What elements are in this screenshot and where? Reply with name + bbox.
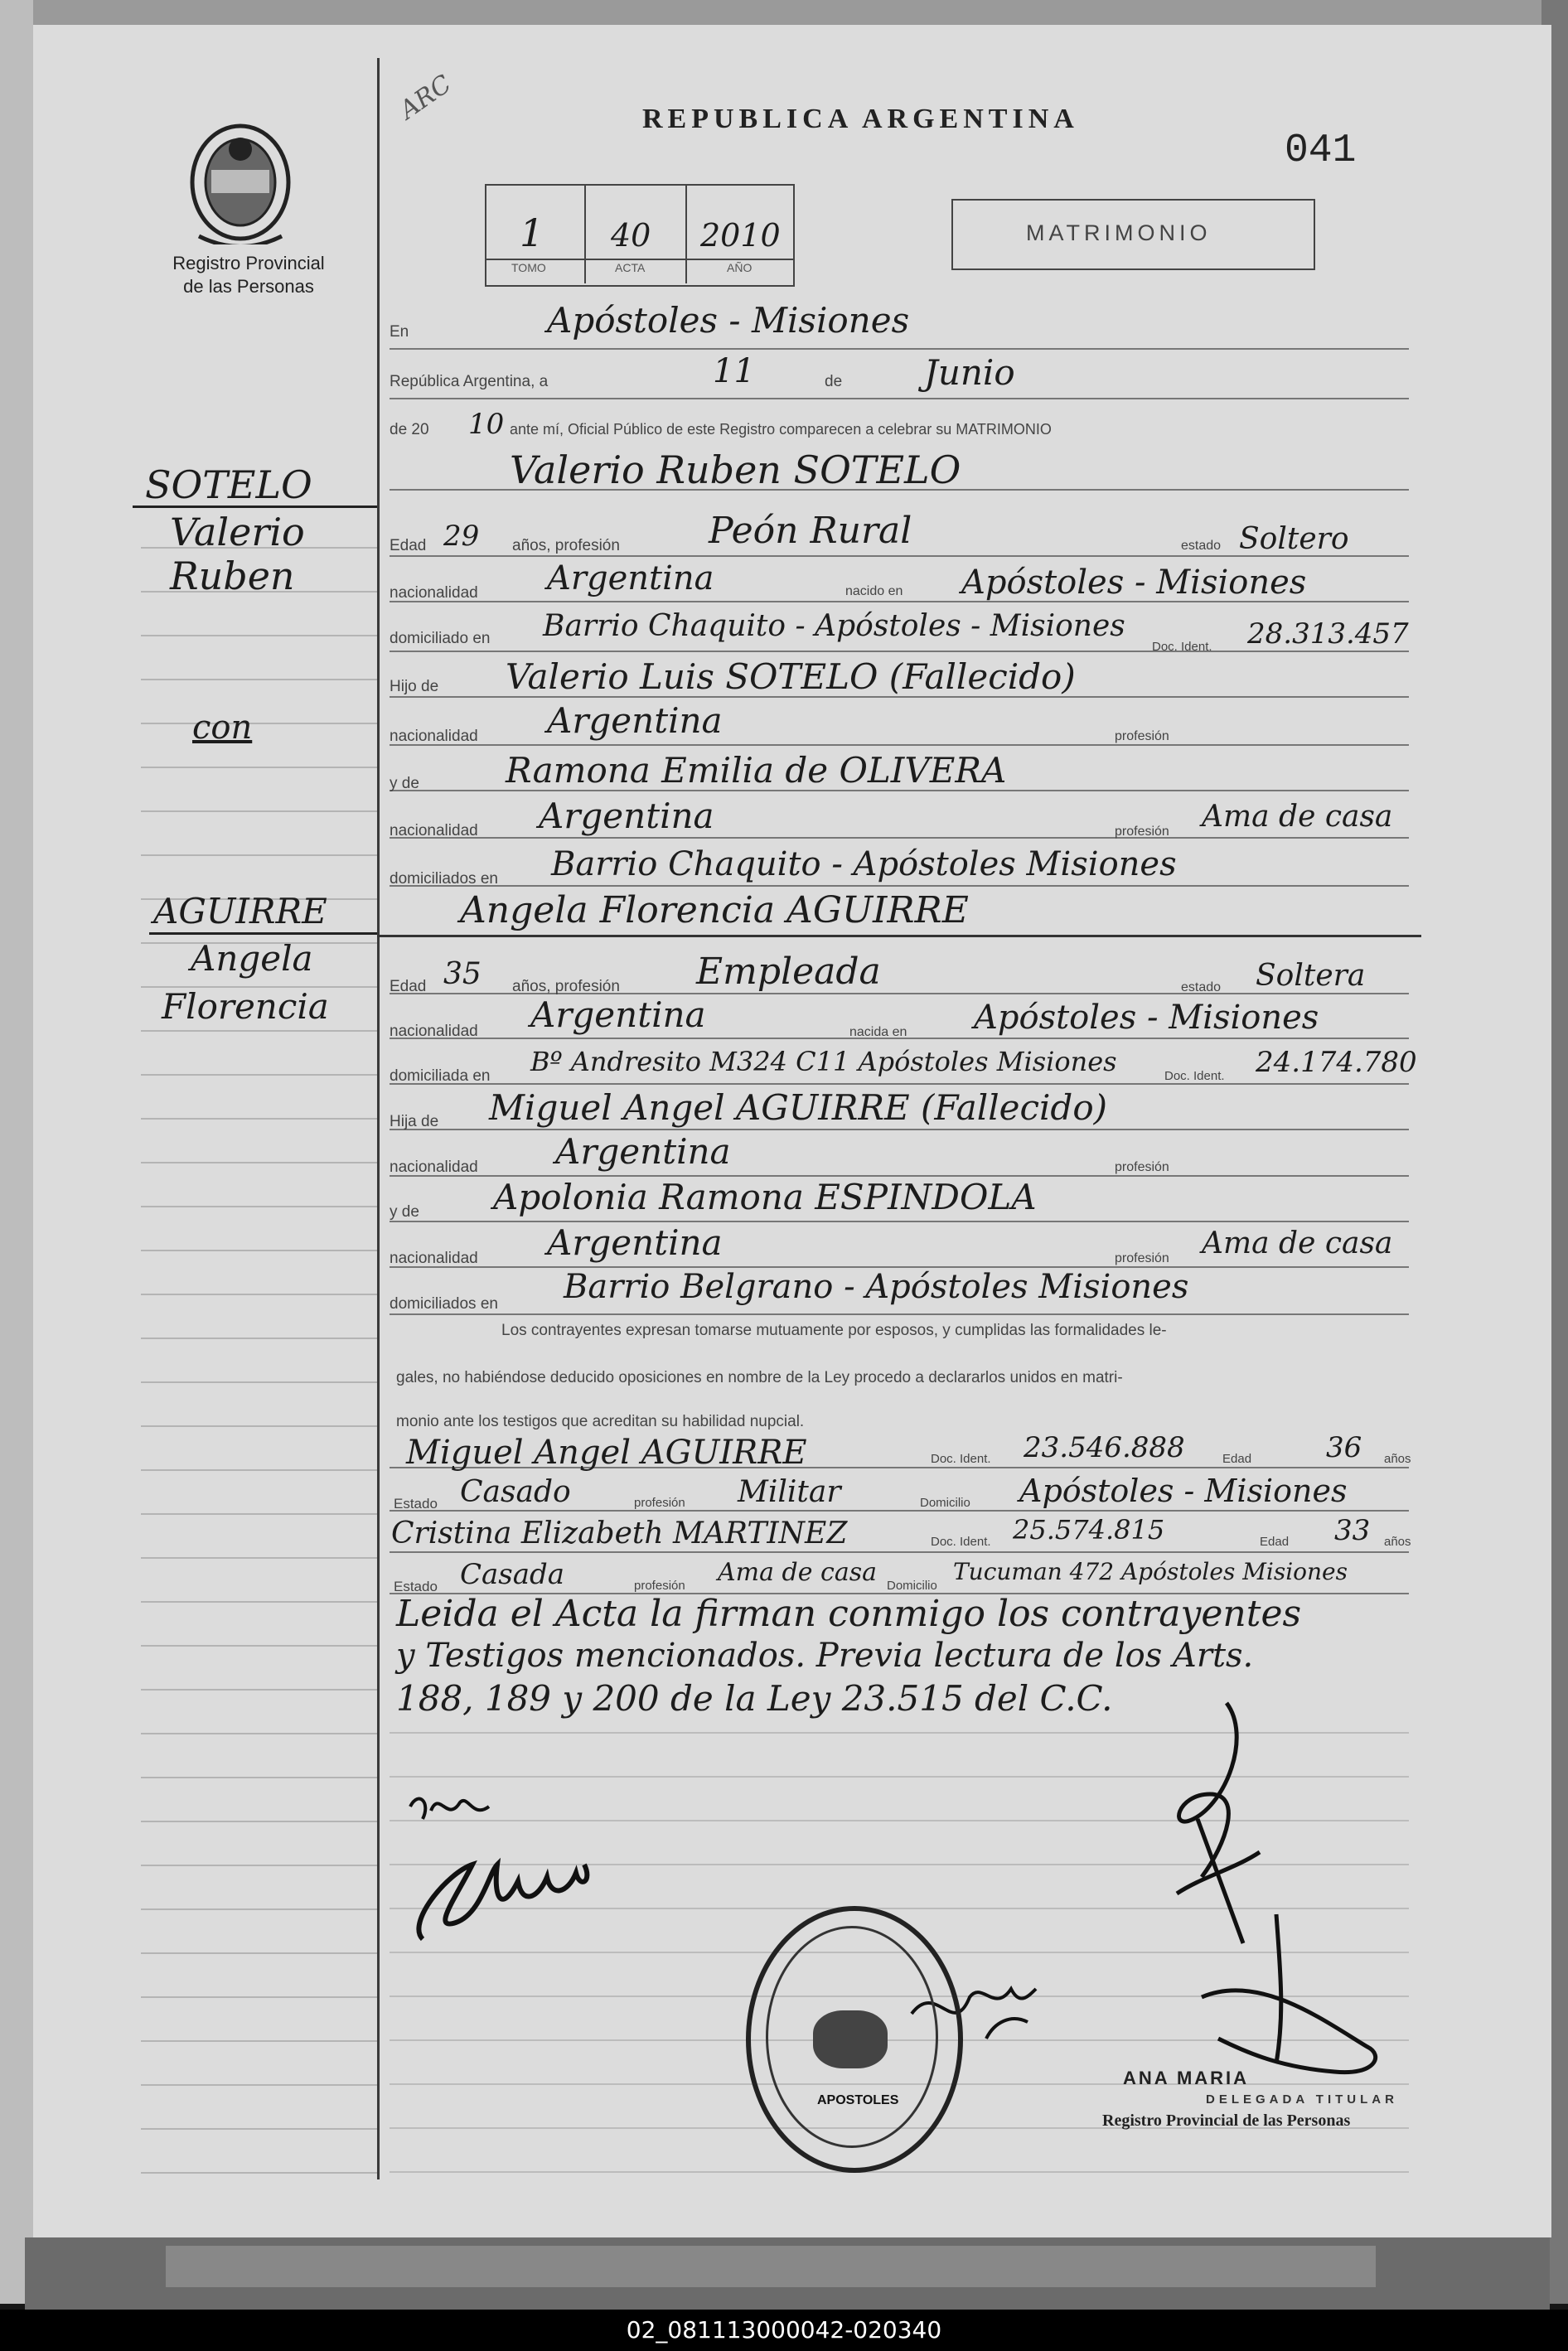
republica-label: República Argentina, a bbox=[390, 373, 549, 390]
groom-age: 29 bbox=[443, 520, 480, 553]
bride-age: 35 bbox=[443, 957, 482, 991]
margin-groom-given2: Ruben bbox=[170, 554, 295, 598]
witness2-doc-label: Doc. Ident. bbox=[931, 1535, 991, 1549]
witness2-address: Tucuman 472 Apóstoles Misiones bbox=[953, 1558, 1348, 1585]
groom-full-name: Valerio Ruben SOTELO bbox=[510, 447, 961, 492]
bride-mother-nationality: Argentina bbox=[547, 1222, 723, 1263]
groom-hijo-label: Hijo de bbox=[390, 678, 439, 695]
registry-name-line2: de las Personas bbox=[183, 276, 314, 297]
witness2-status: Casada bbox=[460, 1558, 565, 1591]
groom-address: Barrio Chaquito - Apóstoles - Misiones bbox=[543, 609, 1125, 643]
witness2-name: Cristina Elizabeth MARTINEZ bbox=[391, 1517, 848, 1550]
ruled-line bbox=[390, 2171, 1409, 2173]
official-seal bbox=[746, 1906, 963, 2173]
ruled-line bbox=[141, 1250, 377, 1251]
bride-father-prof-label: profesión bbox=[1115, 1160, 1169, 1174]
groom-mother-prof-label: profesión bbox=[1115, 825, 1169, 839]
witness1-profession: Militar bbox=[738, 1475, 841, 1509]
image-code: 02_081113000042-020340 bbox=[0, 2310, 1568, 2351]
ruled-line bbox=[141, 1469, 377, 1471]
place: Apóstoles - Misiones bbox=[547, 300, 910, 341]
bride-mother: Apolonia Ramona ESPINDOLA bbox=[493, 1177, 1037, 1217]
ruled-line bbox=[141, 1908, 377, 1910]
de-label: de bbox=[825, 373, 843, 390]
bride-nationality: Argentina bbox=[530, 994, 706, 1035]
ruled-line bbox=[141, 723, 377, 724]
bride-profesion-label: años, profesión bbox=[512, 978, 620, 995]
margin-groom-surname: SOTELO bbox=[145, 462, 312, 507]
witness1-domicilio-label: Domicilio bbox=[920, 1496, 970, 1510]
witness2-profession: Ama de casa bbox=[718, 1558, 877, 1587]
witness1-name: Miguel Angel AGUIRRE bbox=[406, 1434, 807, 1472]
ruled-line bbox=[141, 1513, 377, 1515]
groom-father-nationality: Argentina bbox=[547, 700, 723, 741]
groom-nationality: Argentina bbox=[547, 559, 714, 597]
bride-domiciliados-label: domiciliados en bbox=[390, 1295, 498, 1313]
witness1-profesion-label: profesión bbox=[634, 1496, 685, 1510]
ruled-line bbox=[141, 1557, 377, 1559]
bride-domiciliada-label: domiciliada en bbox=[390, 1067, 491, 1085]
bride-nacionalidad-label: nacionalidad bbox=[390, 1023, 478, 1040]
margin-connector: con bbox=[192, 709, 253, 747]
ruled-line bbox=[141, 1381, 377, 1383]
ruled-line bbox=[390, 1083, 1409, 1085]
bride-doc-label: Doc. Ident. bbox=[1164, 1069, 1225, 1083]
section-divider bbox=[377, 935, 1421, 937]
groom-father: Valerio Luis SOTELO (Fallecido) bbox=[506, 656, 1076, 697]
ruled-line bbox=[390, 744, 1409, 746]
witness1-age: 36 bbox=[1326, 1431, 1362, 1464]
ruled-line bbox=[141, 1996, 377, 1998]
official-name: ANA MARIA bbox=[1123, 2068, 1250, 2088]
document-type-box bbox=[951, 199, 1315, 270]
groom-estado-label: estado bbox=[1181, 539, 1222, 553]
ruled-line bbox=[141, 635, 377, 636]
seal-center-text: APOSTOLES bbox=[817, 2093, 899, 2107]
witness1-address: Apóstoles - Misiones bbox=[1019, 1473, 1348, 1509]
ruled-line bbox=[141, 1777, 377, 1778]
groom-mother-nac-label: nacionalidad bbox=[390, 822, 478, 839]
groom-domiciliados-label: domiciliados en bbox=[390, 870, 498, 888]
declaration-line2: gales, no habiéndose deducido oposiciones en nombre de la Ley procedo a declararlos unidos en matri- bbox=[396, 1369, 1123, 1386]
document-type: MATRIMONIO bbox=[1026, 220, 1212, 245]
year-suffix: 10 bbox=[468, 408, 505, 441]
ruled-line bbox=[390, 1551, 1409, 1553]
bride-nacida-label: nacida en bbox=[849, 1025, 907, 1039]
witness2-age: 33 bbox=[1334, 1514, 1371, 1547]
bride-mother-prof-label: profesión bbox=[1115, 1251, 1169, 1265]
bride-name-underline bbox=[149, 932, 377, 935]
bride-estado-label: estado bbox=[1181, 980, 1222, 994]
bride-doc-number: 24.174.780 bbox=[1256, 1046, 1417, 1079]
bride-father-nationality: Argentina bbox=[555, 1131, 731, 1172]
margin-groom-given1: Valerio bbox=[170, 510, 305, 554]
ano-label: AÑO bbox=[727, 261, 753, 274]
bride-father: Miguel Angel AGUIRRE (Fallecido) bbox=[489, 1087, 1107, 1128]
ruled-line bbox=[141, 1074, 377, 1076]
ruled-line bbox=[141, 1865, 377, 1866]
groom-father-prof-label: profesión bbox=[1115, 729, 1169, 743]
witness2-domicilio-label: Domicilio bbox=[887, 1579, 937, 1593]
ano-value: 2010 bbox=[700, 217, 781, 254]
groom-doc-label: Doc. Ident. bbox=[1152, 640, 1212, 654]
groom-parents-address: Barrio Chaquito - Apóstoles Misiones bbox=[551, 845, 1177, 883]
ruled-line bbox=[141, 1030, 377, 1032]
month: Junio bbox=[924, 352, 1015, 393]
ruled-line bbox=[141, 810, 377, 812]
ruled-line bbox=[390, 885, 1409, 887]
witness2-estado-label: Estado bbox=[394, 1579, 438, 1594]
witness2-edad-label: Edad bbox=[1260, 1535, 1290, 1549]
year-prefix: de 20 bbox=[390, 421, 429, 438]
ruled-line bbox=[141, 2128, 377, 2130]
ruled-line bbox=[141, 1118, 377, 1120]
bride-edad-label: Edad bbox=[390, 978, 427, 995]
groom-profesion-label: años, profesión bbox=[512, 537, 620, 554]
bride-civil-status: Soltera bbox=[1256, 959, 1366, 993]
witness2-doc: 25.574.815 bbox=[1013, 1514, 1165, 1546]
groom-father-nac-label: nacionalidad bbox=[390, 728, 478, 745]
ruled-line bbox=[141, 2040, 377, 2042]
volume-record-box bbox=[485, 184, 795, 287]
ruled-line bbox=[141, 2172, 377, 2174]
ruled-line bbox=[141, 1425, 377, 1427]
ruled-line bbox=[141, 1294, 377, 1295]
groom-signature bbox=[398, 1773, 613, 1964]
groom-yde-label: y de bbox=[390, 775, 419, 792]
witness1-anos-label: años bbox=[1384, 1452, 1411, 1466]
ante-text: ante mí, Oficial Público de este Registro comparecen a celebrar su MATRIMONIO bbox=[510, 421, 1052, 438]
bride-father-nac-label: nacionalidad bbox=[390, 1159, 478, 1176]
tomo-value: 1 bbox=[520, 210, 544, 255]
ruled-line bbox=[390, 1129, 1409, 1130]
groom-mother-profession: Ama de casa bbox=[1202, 800, 1393, 834]
margin-bride-given1: Angela bbox=[191, 938, 313, 979]
groom-mother: Ramona Emilia de OLIVERA bbox=[506, 750, 1007, 791]
ruled-line bbox=[141, 1338, 377, 1339]
ruled-line bbox=[141, 1821, 377, 1822]
coat-of-arms-icon bbox=[178, 112, 302, 244]
witness1-doc: 23.546.888 bbox=[1024, 1431, 1185, 1464]
country-title: REPUBLICA ARGENTINA bbox=[642, 104, 1079, 134]
witness2-profesion-label: profesión bbox=[634, 1579, 685, 1593]
bride-birthplace: Apóstoles - Misiones bbox=[974, 999, 1319, 1037]
ruled-line bbox=[141, 1645, 377, 1647]
acta-label: ACTA bbox=[615, 261, 646, 274]
witness2-anos-label: años bbox=[1384, 1535, 1411, 1549]
groom-nacionalidad-label: nacionalidad bbox=[390, 584, 478, 602]
declaration-line1: Los contrayentes expresan tomarse mutuamente por esposos, y cumplidas las formalidades le- bbox=[501, 1322, 1167, 1339]
bride-mother-nac-label: nacionalidad bbox=[390, 1250, 478, 1267]
groom-profession: Peón Rural bbox=[709, 510, 912, 552]
official-signature bbox=[1185, 1906, 1401, 2121]
margin-divider bbox=[377, 58, 380, 2179]
declaration-line3: monio ante los testigos que acreditan su habilidad nupcial. bbox=[396, 1413, 805, 1430]
registry-name-line1: Registro Provincial bbox=[172, 253, 325, 273]
bride-hija-label: Hija de bbox=[390, 1113, 439, 1130]
tomo-label: TOMO bbox=[511, 261, 546, 274]
ruled-line bbox=[390, 837, 1409, 839]
official-title: DELEGADA TITULAR bbox=[1206, 2092, 1398, 2107]
ruled-line bbox=[390, 651, 1409, 652]
bride-profession: Empleada bbox=[696, 951, 881, 993]
groom-civil-status: Soltero bbox=[1239, 522, 1349, 556]
ruled-line bbox=[141, 1952, 377, 1954]
margin-bride-given2: Florencia bbox=[162, 986, 329, 1027]
ruled-line bbox=[141, 679, 377, 680]
day: 11 bbox=[713, 352, 755, 390]
ruled-line bbox=[390, 1221, 1409, 1222]
ruled-line bbox=[390, 398, 1409, 399]
ruled-line bbox=[390, 1313, 1409, 1315]
en-label: En bbox=[390, 323, 409, 341]
groom-mother-nationality: Argentina bbox=[539, 796, 714, 836]
groom-edad-label: Edad bbox=[390, 537, 427, 554]
bride-parents-address: Barrio Belgrano - Apóstoles Misiones bbox=[564, 1268, 1189, 1306]
margin-initials: ARC bbox=[394, 69, 457, 126]
ruled-line bbox=[141, 1206, 377, 1207]
witness1-status: Casado bbox=[460, 1475, 571, 1509]
ruled-line bbox=[390, 1510, 1409, 1512]
ruled-line bbox=[141, 1733, 377, 1734]
ruled-line bbox=[141, 1601, 377, 1603]
witness1-doc-label: Doc. Ident. bbox=[931, 1452, 991, 1466]
official-org: Registro Provincial de las Personas bbox=[1102, 2112, 1351, 2130]
groom-birthplace: Apóstoles - Misiones bbox=[961, 564, 1307, 602]
groom-doc-number: 28.313.457 bbox=[1247, 617, 1409, 651]
acta-value: 40 bbox=[611, 217, 651, 254]
groom-domiciliado-label: domiciliado en bbox=[390, 630, 491, 647]
ruled-line bbox=[141, 1689, 377, 1691]
closing-line2: y Testigos mencionados. Previa lectura de los Arts. bbox=[396, 1637, 1254, 1675]
ruled-line bbox=[390, 348, 1409, 350]
page-number: 041 bbox=[1285, 128, 1357, 173]
ruled-line bbox=[141, 767, 377, 768]
closing-line3: 188, 189 y 200 de la Ley 23.515 del C.C. bbox=[396, 1678, 1113, 1719]
bride-yde-label: y de bbox=[390, 1203, 419, 1221]
closing-line1: Leida el Acta la firman conmigo los contrayentes bbox=[396, 1593, 1302, 1635]
ruled-line bbox=[141, 1162, 377, 1163]
bride-address: Bº Andresito M324 C11 Apóstoles Misiones bbox=[530, 1046, 1117, 1077]
margin-bride-surname: AGUIRRE bbox=[153, 891, 327, 931]
ruled-line bbox=[141, 854, 377, 856]
witness1-estado-label: Estado bbox=[394, 1496, 438, 1512]
bride-mother-profession: Ama de casa bbox=[1202, 1226, 1393, 1260]
ruled-line bbox=[141, 2084, 377, 2086]
groom-nacido-label: nacido en bbox=[845, 584, 903, 598]
witness1-edad-label: Edad bbox=[1222, 1452, 1252, 1466]
bride-full-name: Angela Florencia AGUIRRE bbox=[460, 889, 969, 931]
